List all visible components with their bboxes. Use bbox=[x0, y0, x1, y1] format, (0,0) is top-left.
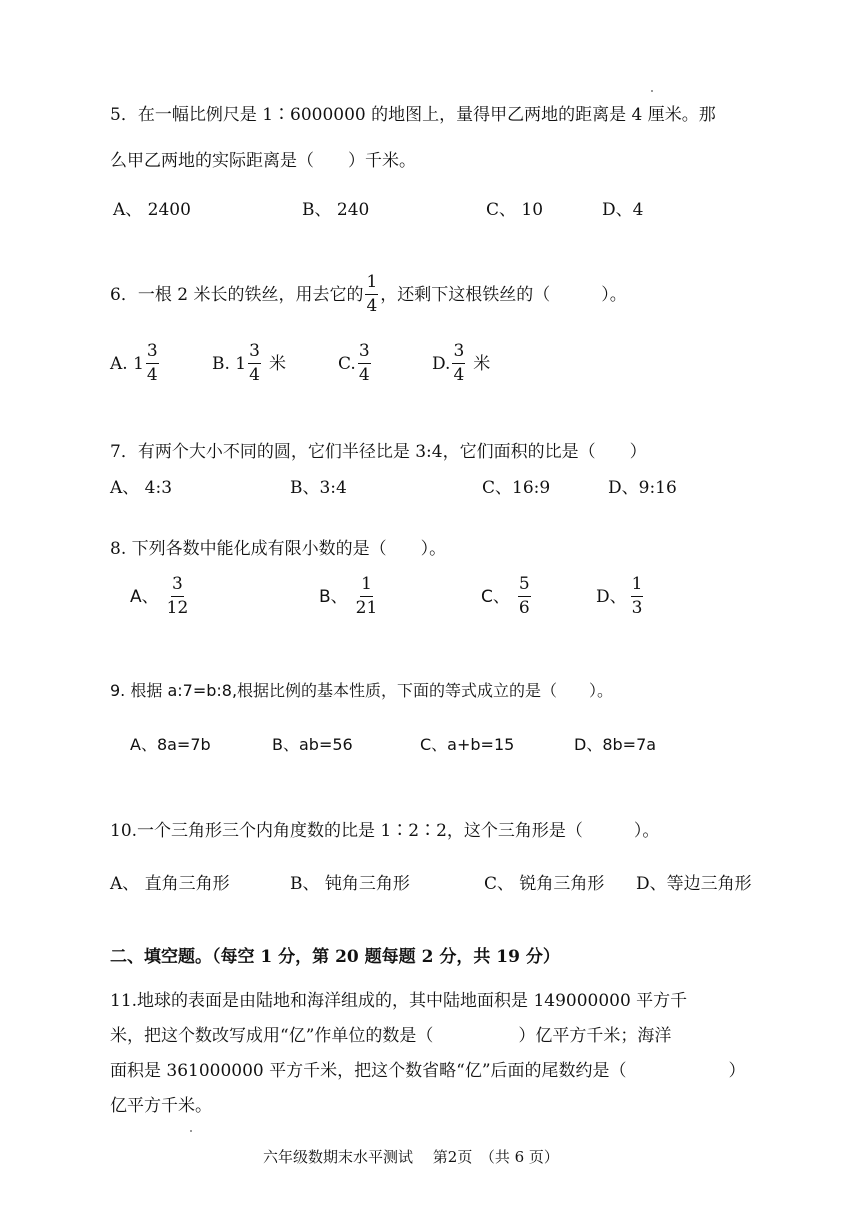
q9-stem: 9. 根据 a:7=b:8,根据比例的基本性质，下面的等式成立的是（ ）。 bbox=[110, 681, 614, 700]
speck-top bbox=[651, 90, 653, 92]
q9-option-c: C、a+b=15 bbox=[420, 735, 515, 754]
q8-option-c: C、 $\frac{5}{6}$ bbox=[481, 574, 530, 618]
q10-option-c: C、 锐角三角形 bbox=[484, 874, 605, 894]
q8-option-b: B、 $\frac{1}{21}$ bbox=[319, 574, 378, 618]
q5-option-a: A、 2400 bbox=[113, 200, 191, 220]
q6-option-b: B. 1 $\frac{3}{4}$ 米 bbox=[212, 341, 286, 385]
q8-option-d: D、 $\frac{1}{3}$ bbox=[596, 574, 643, 618]
q10-option-d: D、等边三角形 bbox=[636, 874, 752, 894]
q9-option-a: A、8a=7b bbox=[130, 735, 211, 754]
page-footer: 六年级数期末水平测试 第2页 （共 6 页） bbox=[263, 1148, 559, 1166]
q6-option-d: D. $\frac{3}{4}$ 米 bbox=[432, 341, 491, 385]
q6-option-a: A. 1 $\frac{3}{4}$ bbox=[110, 341, 158, 385]
q9-option-b: B、ab=56 bbox=[272, 735, 353, 754]
q6-option-c: C. $\frac{3}{4}$ bbox=[338, 341, 370, 385]
q7-option-b: B、3:4 bbox=[290, 478, 347, 498]
q6-suffix: ，还剩下这根铁丝的（ ）。 bbox=[380, 284, 627, 305]
q5-option-d: D、4 bbox=[602, 200, 644, 220]
q5-line2: 么甲乙两地的实际距离是（ ）千米。 bbox=[110, 151, 416, 171]
section-heading: 二、填空题。（每空 1 分，第 20 题每题 2 分，共 19 分） bbox=[110, 947, 560, 967]
q5-option-c: C、 10 bbox=[486, 200, 544, 220]
speck-bottom bbox=[190, 1130, 192, 1132]
q7-option-d: D、9:16 bbox=[608, 478, 677, 498]
q10-stem: 10.一个三角形三个内角度数的比是 1∶2∶2，这个三角形是（ ）。 bbox=[110, 821, 660, 841]
q7-option-c: C、16:9 bbox=[482, 478, 551, 498]
q11-line2: 米，把这个数改写成用“亿”作单位的数是（ ）亿平方千米；海洋 bbox=[110, 1026, 672, 1046]
q6-stem bbox=[110, 274, 627, 315]
q7-stem: 7．有两个大小不同的圆，它们半径比是 3:4，它们面积的比是（ ） bbox=[110, 442, 647, 462]
q5-line1: 5．在一幅比例尺是 1∶6000000 的地图上，量得甲乙两地的距离是 4 厘米。那 bbox=[110, 105, 716, 125]
q9-option-d: D、8b=7a bbox=[574, 735, 657, 754]
q8-option-a: A、 $\frac{3}{12}$ bbox=[130, 574, 189, 618]
q6-prefix: 6．一根 2 米长的铁丝，用去它的 bbox=[110, 284, 364, 305]
q10-option-b: B、 钝角三角形 bbox=[290, 874, 410, 894]
q5-option-b: B、 240 bbox=[302, 200, 370, 220]
q10-option-a: A、 直角三角形 bbox=[110, 874, 230, 894]
q11-line3: 面积是 361000000 平方千米，把这个数省略“亿”后面的尾数约是（ ） bbox=[110, 1061, 746, 1081]
q7-option-a: A、 4:3 bbox=[110, 478, 173, 498]
q11-line1: 11.地球的表面是由陆地和海洋组成的，其中陆地面积是 149000000 平方千 bbox=[110, 991, 688, 1011]
q8-stem: 8. 下列各数中能化成有限小数的是（ ）。 bbox=[110, 539, 447, 559]
q11-line4: 亿平方千米。 bbox=[110, 1096, 212, 1116]
q6-fraction: $\frac{1}{4}$ bbox=[366, 272, 378, 316]
